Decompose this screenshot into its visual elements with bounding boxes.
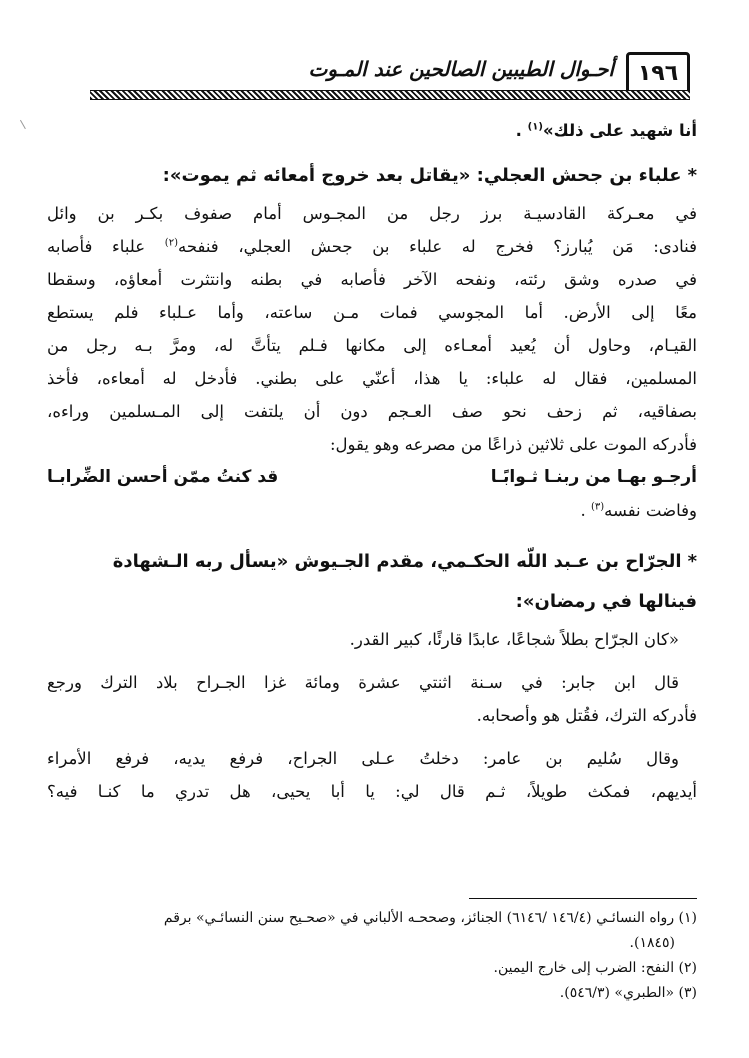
text-line: في معـركة القادسيـة برز رجل من المجـوس أمام صفوف بكـر بن وائل: [47, 204, 697, 223]
footnote-3: (٣) «الطبري» (٥٤٦/٣).: [559, 985, 697, 1001]
text-line: وقال سُليم بن عامر: دخلتُ عـلى الجراح، فرفع يديه، فرفع الأمراء: [47, 749, 679, 768]
text-line: القيـام، وحاول أن يُعيد أمعـاءه إلى مكانها فـلم يتأتَّ له، ومرَّ بـه رجل من: [47, 336, 697, 355]
text-line: «كان الجرّاح بطلاً شجاعًا، عابدًا قارئًا، كبير القدر.: [349, 630, 679, 649]
text-segment: .: [580, 501, 591, 520]
text-line: فأدركه الموت على ثلاثين ذراعًا من مصرعه وهو يقول:: [329, 435, 697, 454]
text-line: [47, 230, 697, 263]
verse-second-hemistich: قد كنتُ ممّن أحسن الضِّرابـا: [47, 467, 279, 487]
text-line: المسلمين، فقال له علباء: يا هذا، أعنّي على بطني. فأدخل له أمعاءه، فأخذ: [47, 369, 697, 388]
footnote-1-cont: (١٨٤٥).: [629, 935, 675, 951]
section-heading-2: [47, 543, 697, 583]
section-heading-2-cont: فينالها في رمضان»:: [515, 591, 697, 612]
text-line: معًا إلى الأرض. أما المجوسي فمات مـن ساعته، وأما عـلباء فلم يستطع: [47, 303, 697, 322]
text-segment: فنادى: مَن يُبارز؟ فخرج له علباء بن جحش العجلي، فنفحه: [177, 237, 697, 256]
main-text: [47, 114, 697, 808]
footnote-2: (٢) النفح: الضرب إلى خارج اليمين.: [493, 960, 697, 976]
footnote-ref-2: (٢): [164, 237, 178, 249]
star-icon: *: [687, 551, 697, 572]
text-segment: .: [515, 121, 528, 140]
running-title: أحـوال الطيبين الصالحين عند المـوت: [308, 57, 614, 81]
footnote-ref-3: (٣): [590, 501, 605, 513]
text-line: أيديهم، فمكث طويلاً، ثـم قال لي: يا أبا يحيى، هل تدري ما كنـا فيه؟: [47, 782, 697, 801]
footnote-divider: [469, 898, 697, 899]
text-line: قال ابن جابر: في سـنة اثنتي عشرة ومائة غزا الجـراح بلاد الترك ورجع: [47, 673, 679, 692]
heading-text: الجرّاح بن عـبد اللّه الحكـمي، مقدم الجـيوش «يسأل ربه الـشهادة: [112, 551, 682, 572]
footnote-1: (١) رواه النسائـي (١٤٦/٤ /٦١٤٦) الجنائز، وصححـه الألباني في «صحـيح سنن النسائـي» برقم: [163, 910, 697, 926]
text-line: في صدره وشق رئته، ونفحه الآخر فأصابه في بطنه وانتثرت أمعاؤه، وسقطا: [47, 270, 697, 289]
text-line: فأدركه الترك، فقُتل هو وأصحابه.: [476, 706, 697, 725]
page-header: [90, 48, 690, 96]
poem-verse: [47, 461, 697, 494]
star-icon: *: [687, 165, 697, 186]
header-rule: [90, 90, 690, 100]
footnote-ref-1: (١): [527, 121, 543, 133]
text-segment: علباء فأصابه: [47, 237, 165, 256]
text-line-1: [47, 114, 697, 147]
text-line: بصفاقيه، ثم زحف نحو صف العـجم دون أن يلتفت إلى المـسلمين وراءه،: [47, 402, 697, 421]
text-line: [47, 494, 697, 527]
stray-mark: [20, 117, 31, 129]
verse-first-hemistich: أرجـو بهـا من ربنـا ثـوابًـا: [490, 467, 697, 487]
text-segment: وفاضت نفسه: [604, 501, 697, 520]
heading-text: علباء بن جحش العجلي: «يقاتل بعد خروج أمعائه ثم يموت»:: [162, 165, 682, 186]
footnotes: [47, 906, 697, 1006]
section-heading-1: [47, 157, 697, 197]
page-number: ١٩٦: [626, 52, 690, 96]
text-segment: أنا شهيد على ذلك»: [542, 121, 697, 140]
